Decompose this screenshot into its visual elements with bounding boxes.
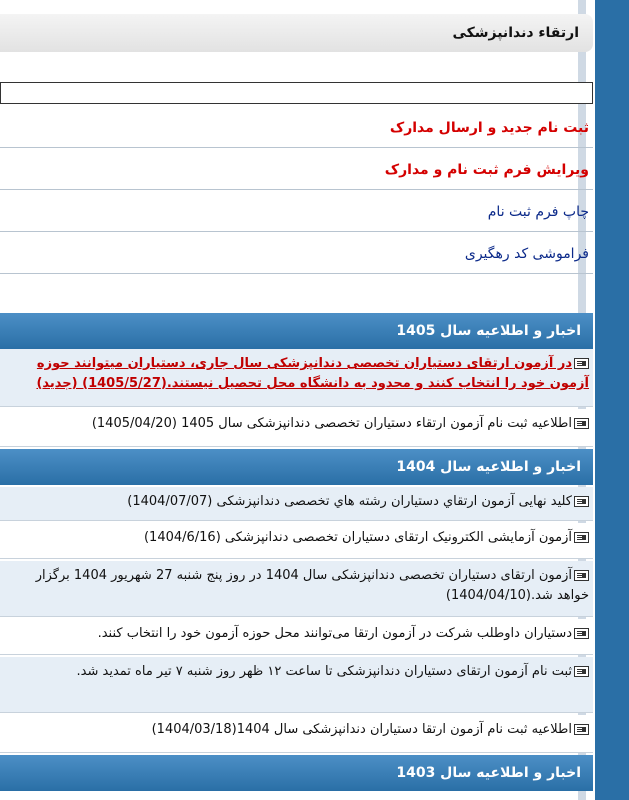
news-text: اطلاعیه ثبت نام آزمون ارتقاء دستیاران تخصصی دندانپزشکی سال 1405 (1405/04/20) (91, 416, 572, 431)
news-icon (574, 666, 589, 677)
news-item[interactable] (0, 715, 593, 753)
menu-edit-registration[interactable]: ویرایش فرم ثبت نام و مدارک (0, 150, 593, 190)
page-title: ارتقاء دندانپزشکی (0, 14, 593, 52)
news-text: ثبت نام آزمون ارتقای دستیاران دندانپزشکی تا ساعت ۱۲ ظهر روز شنبه ۷ تیر ماه تمدید شد. (76, 664, 572, 679)
news-item[interactable] (0, 349, 593, 407)
news-item[interactable] (0, 561, 593, 617)
news-item[interactable] (0, 409, 593, 447)
news-item[interactable] (0, 523, 593, 559)
news-icon (574, 570, 589, 581)
empty-bar (0, 82, 593, 104)
section-header-1403: اخبار و اطلاعیه سال 1403 (0, 755, 593, 791)
menu-print-form[interactable]: چاپ فرم ثبت نام (0, 192, 593, 232)
news-text: دستیاران داوطلب شرکت در آزمون ارتقا می‌توانند محل حوزه آزمون خود را انتخاب کنند. (97, 626, 572, 641)
news-icon (574, 724, 589, 735)
news-text: آزمون آزمایشی الکترونیک ارتقای دستیاران تخصصی دندانپزشکی (1404/6/16) (143, 530, 572, 545)
news-link[interactable]: در آزمون ارتقای دستیاران تخصصی دندانپزشکی سال جاری، دستیاران میتوانند حوزه آزمون خود را انتخاب کنند و محدود به دانشگاه محل تحصیل نیستند.(1405/5/27) (جدید) (36, 356, 589, 391)
news-text: اطلاعیه ثبت نام آزمون ارتقا دستیاران دندانپزشکی سال 1404(1404/03/18) (151, 722, 572, 737)
news-item[interactable] (0, 619, 593, 655)
menu-forgot-tracking-code[interactable]: فراموشی کد رهگیری (0, 234, 593, 274)
right-stripe (595, 0, 629, 800)
news-text: آزمون ارتقای دستیاران تخصصی دندانپزشکی سال 1404 در روز پنج شنبه 27 شهریور 1404 برگزار خواهد شد.(1404/04/10) (35, 568, 589, 603)
news-text: کلید نهایی آزمون ارتقاي دستياران رشته هاي تخصصی دندانپزشکی (1404/07/07) (127, 494, 572, 509)
news-item[interactable] (0, 487, 593, 521)
section-header-1405: اخبار و اطلاعیه سال 1405 (0, 313, 593, 349)
news-icon (574, 628, 589, 639)
news-icon (574, 358, 589, 369)
news-icon (574, 532, 589, 543)
news-icon (574, 418, 589, 429)
menu-new-registration[interactable]: ثبت نام جدید و ارسال مدارک (0, 108, 593, 148)
news-icon (574, 496, 589, 507)
section-header-1404: اخبار و اطلاعیه سال 1404 (0, 449, 593, 485)
news-item[interactable] (0, 657, 593, 713)
